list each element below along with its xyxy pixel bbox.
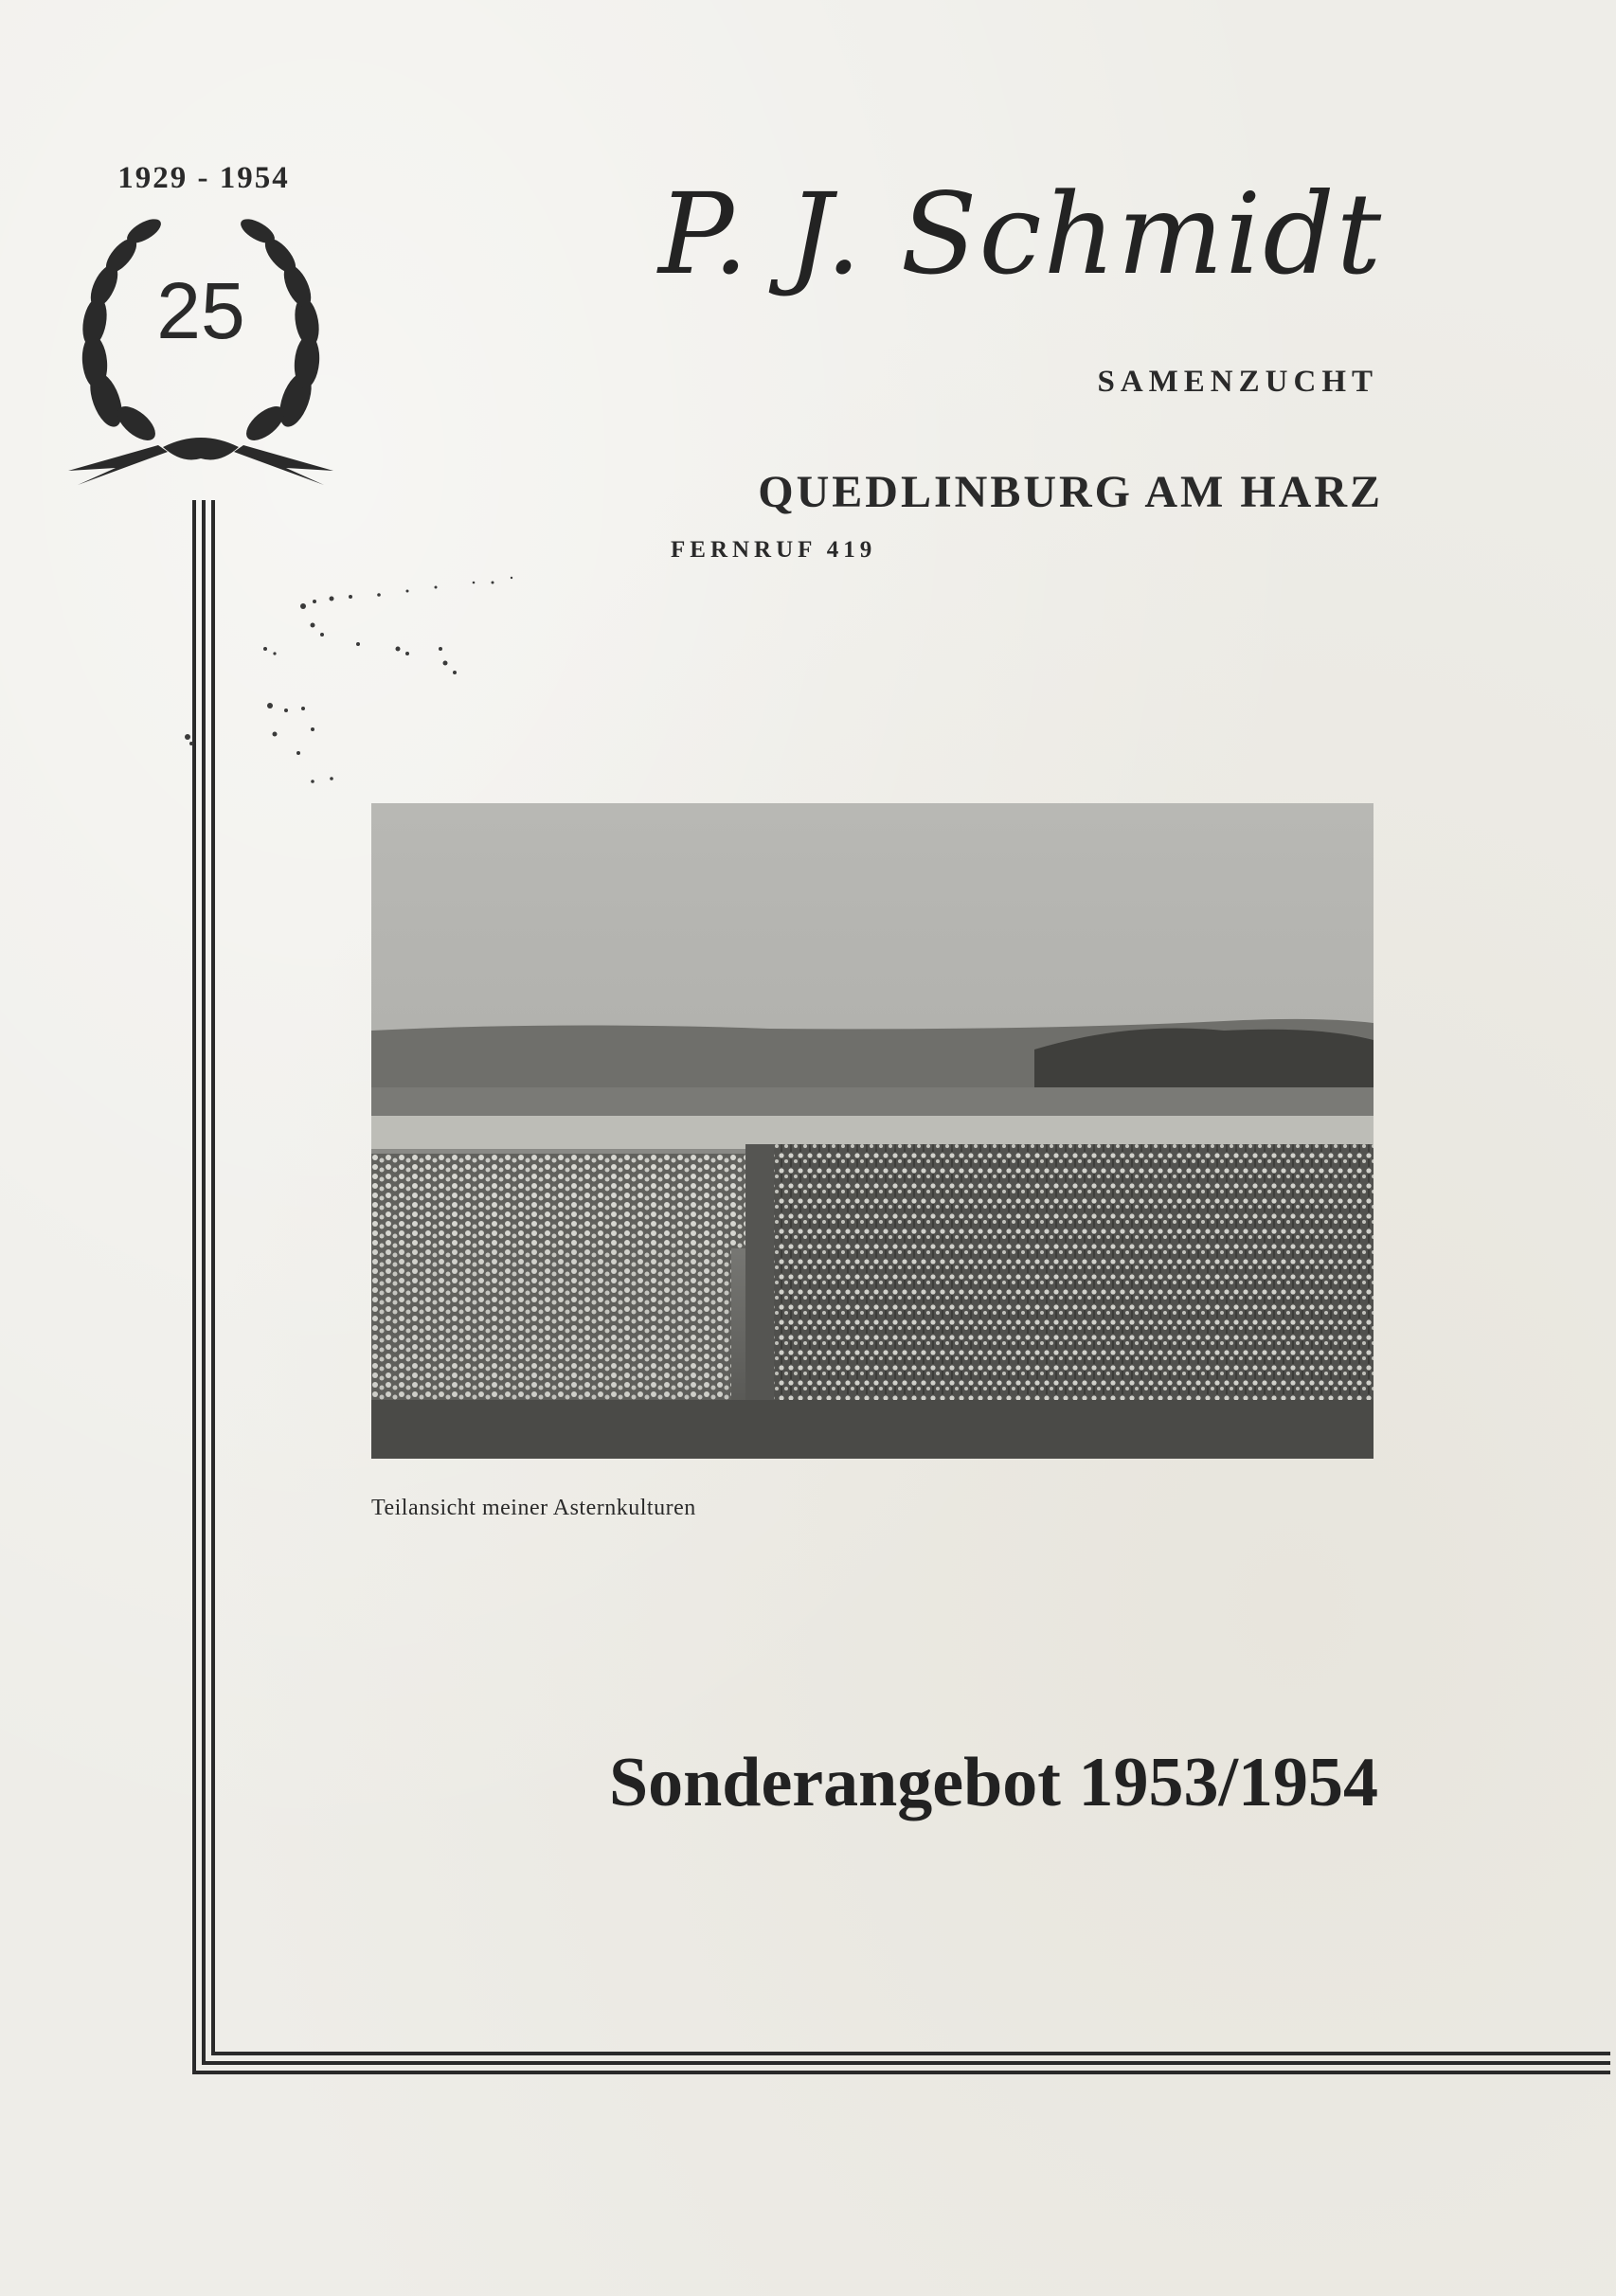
company-logo-script: P. J. Schmidt xyxy=(658,169,1384,299)
company-city: QUEDLINBURG AM HARZ xyxy=(758,467,1383,517)
jubilee-years: 1929 - 1954 xyxy=(117,161,290,195)
jubilee-number: 25 xyxy=(156,266,245,355)
company-trade: SAMENZUCHT xyxy=(1097,365,1378,399)
ink-specks xyxy=(171,530,663,815)
offer-title: Sonderangebot 1953/1954 xyxy=(608,1744,1378,1821)
aster-field-photo xyxy=(371,803,1374,1459)
company-phone: FERNRUF 419 xyxy=(671,537,877,563)
photo-caption: Teilansicht meiner Asternkulturen xyxy=(371,1496,696,1520)
